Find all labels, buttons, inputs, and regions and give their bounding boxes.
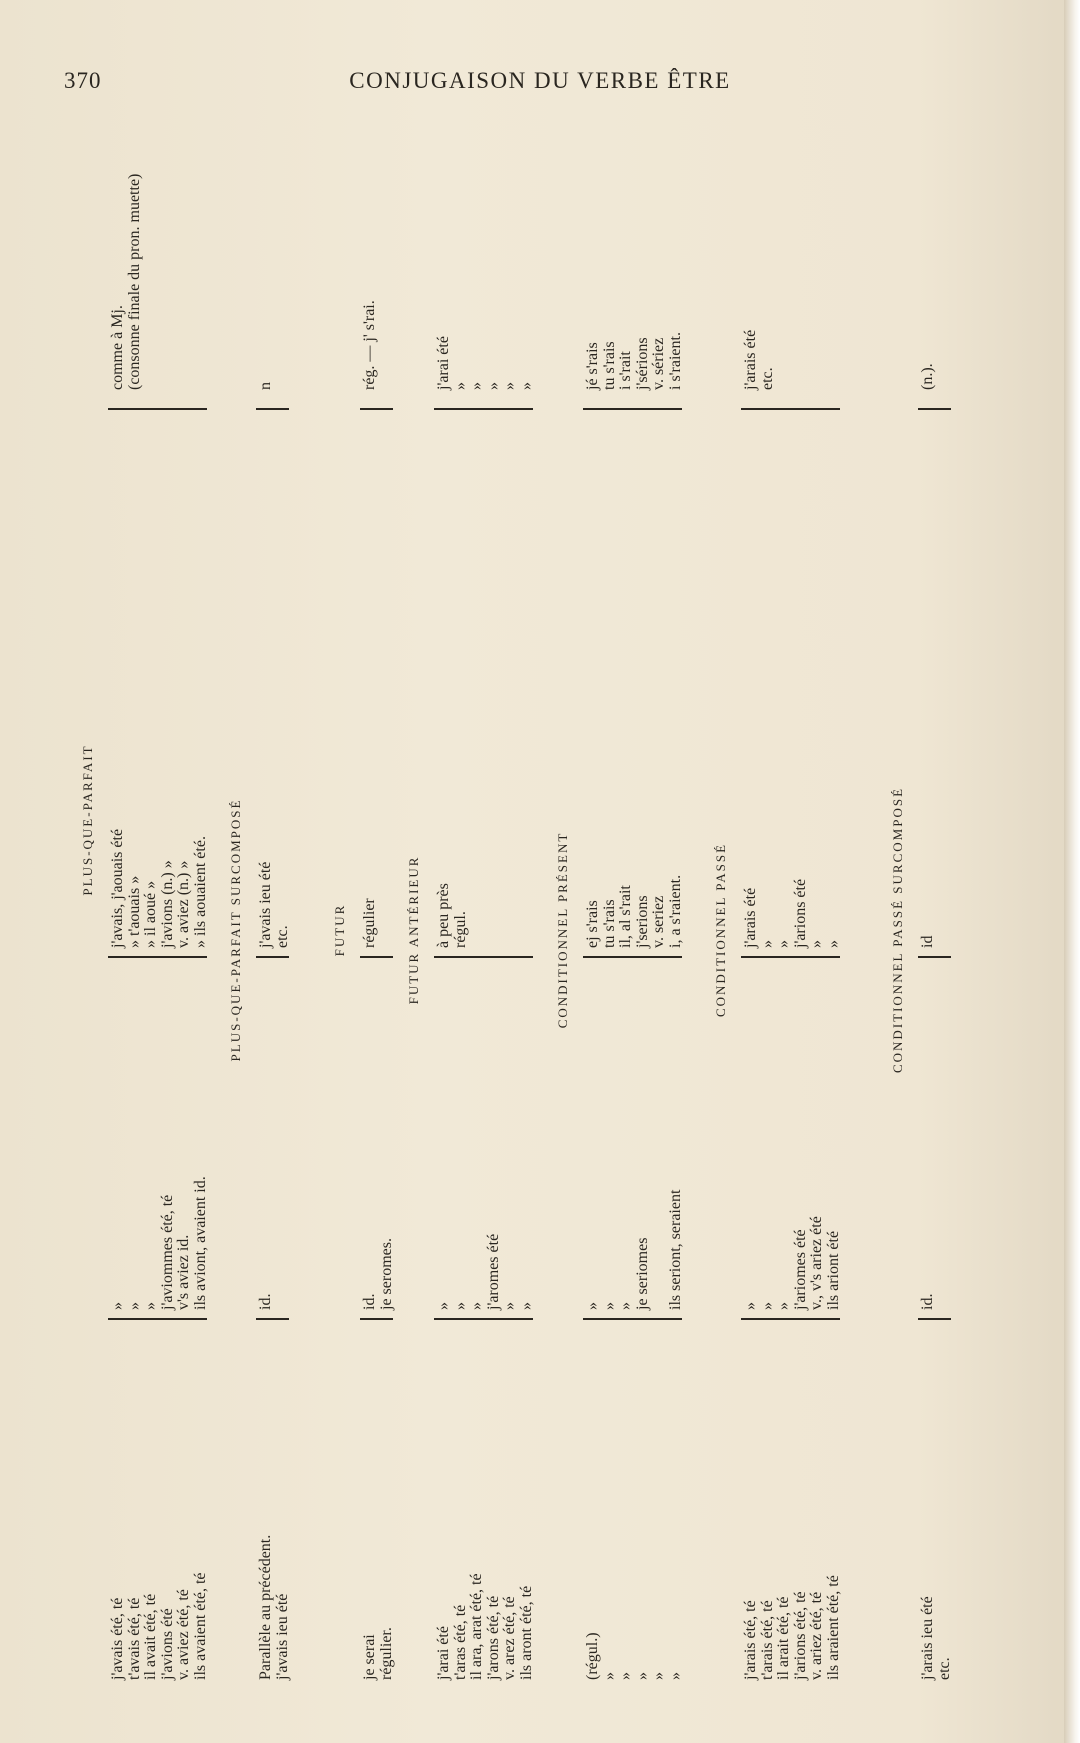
dialect-column-3: [585, 170, 684, 390]
form-line: j'avions été: [158, 1608, 176, 1680]
form-line: j'sérions: [633, 337, 651, 390]
column-rule: [360, 957, 393, 959]
form-line: ils seriont, seraient: [666, 1189, 684, 1310]
column-rule: [256, 409, 289, 411]
dialect-column-1: [258, 980, 275, 1310]
form-line: (régul.): [584, 1632, 601, 1680]
form-line: ils ariont été: [824, 1230, 842, 1310]
form-line: n: [257, 382, 274, 390]
form-line: »: [468, 1302, 485, 1310]
form-line: ils araient été, té: [824, 1575, 842, 1680]
column-rule: [108, 1319, 207, 1321]
dialect-column-3: [743, 170, 776, 390]
column-rule: [583, 1319, 682, 1321]
column-rule: [108, 409, 207, 411]
form-line: i s'rait: [617, 351, 634, 390]
form-line: »: [501, 382, 518, 390]
form-line: etc.: [935, 1657, 953, 1680]
form-line: régulier.: [377, 1627, 395, 1680]
section-1: [228, 160, 328, 1680]
form-line: »: [650, 1672, 667, 1680]
dialect-column-0: [258, 1350, 291, 1680]
form-line: j'arai été: [435, 1626, 452, 1680]
form-line: v. aviez (n.) »: [175, 860, 192, 948]
form-line: jé s'rais: [584, 342, 601, 390]
column-rule: [741, 957, 840, 959]
section-6: [890, 160, 990, 1680]
dialect-column-1: [920, 980, 937, 1310]
form-line: »: [824, 940, 842, 948]
form-line: etc.: [273, 925, 291, 948]
section-0: [80, 160, 220, 1680]
form-line: v's aviez id.: [175, 1234, 192, 1310]
form-line: v. seriez: [650, 895, 667, 948]
form-line: j'arais été: [742, 329, 759, 390]
form-line: id.: [919, 1293, 936, 1310]
form-line: j'arons été, té: [484, 1595, 502, 1680]
dialect-column-0: [743, 1350, 842, 1680]
form-line: régul.: [451, 911, 469, 948]
section-title: CONDITIONNEL PASSÉ SURCOMPOSÉ: [890, 786, 905, 1074]
form-line: il, al s'rait: [617, 885, 634, 948]
dialect-column-1: [743, 980, 842, 1310]
form-line: »: [109, 1302, 126, 1310]
form-line: »: [435, 1302, 452, 1310]
column-rule: [256, 957, 289, 959]
form-line: t'aras été, té: [451, 1604, 469, 1680]
form-line: »: [517, 1302, 535, 1310]
section-title: PLUS-QUE-PARFAIT: [80, 744, 95, 896]
form-line: »: [142, 1302, 159, 1310]
form-line: tu s'rais: [600, 899, 618, 948]
dialect-column-1: [585, 980, 684, 1310]
dialect-column-2: [585, 618, 684, 948]
form-line: il ara, arat été, té: [468, 1573, 485, 1680]
dialect-column-3: [110, 170, 143, 390]
form-line: régulier: [361, 898, 378, 948]
form-line: ils aviont, avaient id.: [191, 1176, 209, 1310]
form-line: v. ariez été, té: [808, 1591, 825, 1680]
form-line: » ils aouaient été.: [191, 836, 209, 948]
form-line: »: [617, 1672, 634, 1680]
column-rule: [360, 409, 393, 411]
dialect-column-3: [920, 170, 937, 390]
dialect-column-2: [110, 618, 209, 948]
dialect-column-0: [110, 1350, 209, 1680]
form-line: (consonne finale du pron. muette): [125, 173, 143, 390]
form-line: v. sériez: [650, 337, 667, 390]
form-line: »: [617, 1302, 634, 1310]
form-line: j'arions été, té: [791, 1591, 809, 1680]
dialect-column-1: [110, 980, 209, 1310]
form-line: »: [451, 382, 469, 390]
form-line: »: [600, 1302, 618, 1310]
form-line: t'avais été, té: [125, 1597, 143, 1680]
column-rule: [918, 957, 951, 959]
form-line: (n.).: [919, 363, 936, 390]
section-2: [332, 160, 402, 1680]
form-line: »: [584, 1302, 601, 1310]
form-line: etc.: [758, 367, 776, 390]
form-line: j'avions (n.) »: [158, 860, 176, 948]
form-line: »: [666, 1672, 684, 1680]
column-rule: [434, 409, 533, 411]
page-number: 370: [64, 68, 102, 93]
form-line: à peu près: [435, 883, 452, 948]
column-rule: [108, 957, 207, 959]
form-line: rég. — j' s'rai.: [361, 300, 378, 390]
column-rule: [918, 1319, 951, 1321]
form-line: ej s'rais: [584, 900, 601, 948]
form-line: Parallèle au précédent.: [257, 1534, 274, 1680]
column-rule: [360, 1319, 393, 1321]
dialect-column-0: [585, 1350, 684, 1680]
form-line: i s'raient.: [666, 332, 684, 390]
form-line: »: [600, 1672, 618, 1680]
section-title: FUTUR ANTÉRIEUR: [406, 855, 421, 1005]
section-4: [555, 160, 710, 1680]
section-title: CONDITIONNEL PRÉSENT: [555, 831, 570, 1029]
column-rule: [741, 409, 840, 411]
running-head: CONJUGAISON DU VERBE ÊTRE: [349, 68, 731, 93]
form-line: j'aviommes été, té: [158, 1194, 176, 1310]
form-line: j'ariomes été: [791, 1229, 809, 1310]
conjugation-table: [80, 160, 1000, 1680]
form-line: »: [808, 940, 825, 948]
form-line: »: [484, 382, 502, 390]
dialect-column-2: [743, 618, 842, 948]
column-rule: [583, 957, 682, 959]
form-line: »: [125, 1302, 143, 1310]
dialect-column-1: [436, 980, 535, 1310]
form-line: tu s'rais: [600, 341, 618, 390]
form-line: j'arais ieu été: [919, 1596, 936, 1680]
dialect-column-0: [920, 1350, 953, 1680]
form-line: il arait été, té: [775, 1596, 792, 1680]
form-line: id: [919, 935, 936, 948]
form-line: »: [742, 1302, 759, 1310]
form-line: ils aront été, té: [517, 1585, 535, 1680]
dialect-column-0: [436, 1350, 535, 1680]
form-line: v. arez été, té: [501, 1596, 518, 1680]
form-line: »: [758, 940, 776, 948]
form-line: »: [775, 1302, 792, 1310]
section-3: [406, 160, 551, 1680]
form-line: j'aromes été: [484, 1233, 502, 1310]
form-line: je serai: [361, 1634, 378, 1680]
form-line: v. aviez été, té: [175, 1589, 192, 1680]
form-line: j'avais ieu été: [273, 1593, 291, 1680]
dialect-column-3: [258, 170, 275, 390]
column-rule: [434, 957, 533, 959]
form-line: ils avaient été, té: [191, 1572, 209, 1680]
column-rule: [256, 1319, 289, 1321]
form-line: »: [501, 1302, 518, 1310]
page-edge: [1064, 0, 1080, 1743]
form-line: j'avais ieu été: [257, 861, 274, 948]
dialect-column-3: [436, 170, 535, 390]
dialect-column-3: [362, 170, 379, 390]
form-line: il avait été, té: [142, 1593, 159, 1680]
dialect-column-2: [920, 618, 937, 948]
column-rule: [434, 1319, 533, 1321]
column-rule: [918, 409, 951, 411]
form-line: id.: [257, 1293, 274, 1310]
section-title: PLUS-QUE-PARFAIT SURCOMPOSÉ: [228, 798, 243, 1062]
form-line: comme à Mj.: [109, 305, 126, 390]
dialect-column-2: [258, 618, 291, 948]
column-rule: [741, 1319, 840, 1321]
form-line: j'avais été, té: [109, 1597, 126, 1680]
form-line: v., v's ariez été: [808, 1216, 825, 1310]
form-line: je seromes.: [377, 1238, 395, 1310]
column-rule: [583, 409, 682, 411]
form-line: » il aoué »: [142, 880, 159, 948]
form-line: id.: [361, 1293, 378, 1310]
dialect-column-1: [362, 980, 395, 1310]
section-5: [713, 160, 883, 1680]
form-line: je seriomes: [633, 1237, 651, 1310]
form-line: »: [517, 382, 535, 390]
section-title: CONDITIONNEL PASSÉ: [713, 842, 728, 1018]
form-line: j'arais été: [742, 887, 759, 948]
form-line: »: [451, 1302, 469, 1310]
form-line: j'arais été, té: [742, 1600, 759, 1680]
dialect-column-2: [362, 618, 379, 948]
dialect-column-0: [362, 1350, 395, 1680]
form-line: j'arai été: [435, 336, 452, 390]
dialect-column-2: [436, 618, 469, 948]
form-line: j'arions été: [791, 878, 809, 948]
form-line: »: [468, 382, 485, 390]
form-line: [651, 980, 668, 1310]
form-line: j'avais, j'aouais été: [109, 828, 126, 948]
form-line: »: [775, 940, 792, 948]
form-line: » t'aouais »: [125, 875, 143, 948]
section-title: FUTUR: [332, 903, 347, 957]
form-line: »: [633, 1672, 651, 1680]
form-line: »: [758, 1302, 776, 1310]
form-line: t'arais été, té: [758, 1600, 776, 1680]
form-line: i, a s'raient.: [666, 874, 684, 948]
form-line: j'serions: [633, 895, 651, 948]
